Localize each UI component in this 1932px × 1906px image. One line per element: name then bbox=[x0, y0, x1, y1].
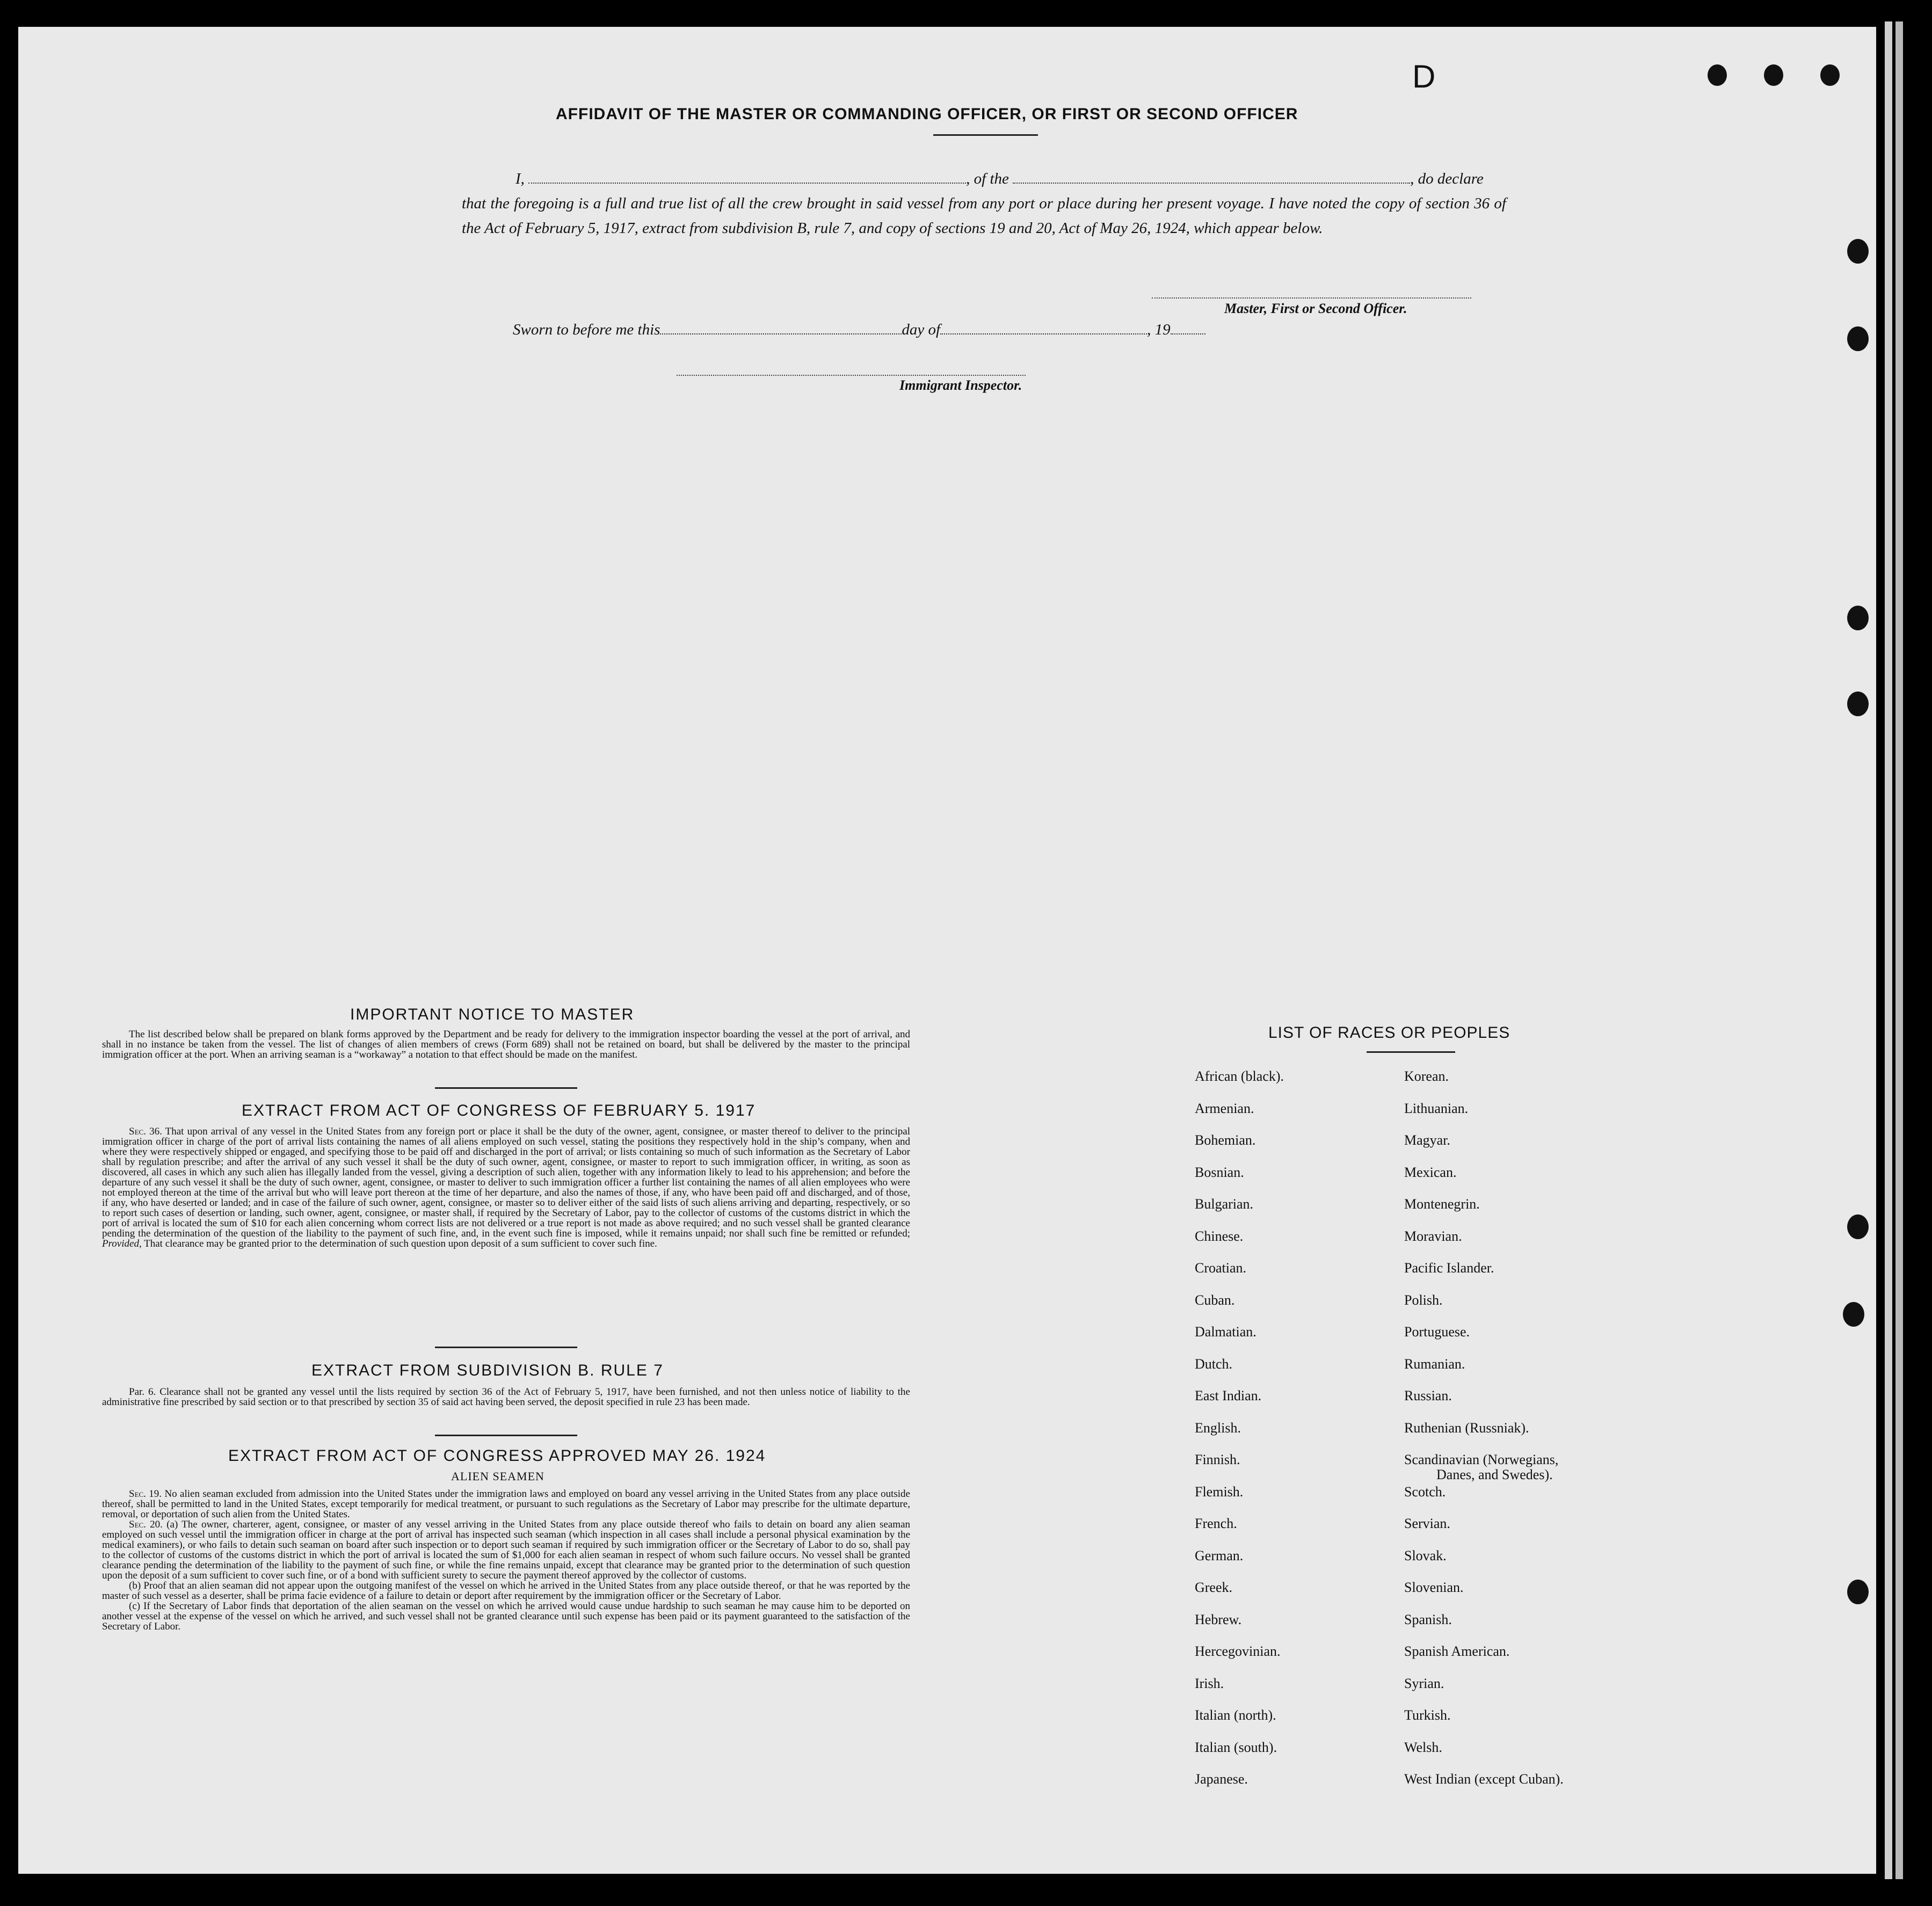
sworn-day-field[interactable] bbox=[660, 333, 902, 334]
race-item: Slovak. bbox=[1404, 1547, 1447, 1563]
race-item: Syrian. bbox=[1404, 1675, 1444, 1691]
race-item: Turkish. bbox=[1404, 1707, 1451, 1723]
race-item: Scotch. bbox=[1404, 1483, 1446, 1500]
race-item: Danes, and Swedes). bbox=[1436, 1467, 1553, 1482]
extract-1917-title: EXTRACT FROM ACT OF CONGRESS OF FEBRUARY 5. 1917 bbox=[242, 1102, 756, 1119]
section-36-label: Sec. 36. bbox=[129, 1126, 162, 1137]
race-item: African (black). bbox=[1195, 1068, 1284, 1084]
extract-1924-title: EXTRACT FROM ACT OF CONGRESS APPROVED MAY 26. 1924 bbox=[228, 1447, 766, 1465]
race-item: Korean. bbox=[1404, 1068, 1449, 1084]
race-item: Portuguese. bbox=[1404, 1324, 1470, 1340]
punch-hole-icon bbox=[1847, 239, 1869, 264]
race-item: Welsh. bbox=[1404, 1739, 1442, 1755]
race-item: Magyar. bbox=[1404, 1132, 1450, 1148]
do-declare-label: , do declare bbox=[1410, 170, 1484, 187]
notice-text: The list described below shall be prepared on blank forms approved by the Department and be ready for delivery to the immigration inspector boarding the vessel at the port of arrival, and shall in no instance be taken from the vessel. The list of changes of alien members of crews (Form 689) shall not be retained on board, but shall be delivered by the master to the principal immigration officer at the port. When an arriving seaman is a “workaway” a notation to that effect should be made on the manifest. bbox=[102, 1029, 910, 1060]
year-label: , 19 bbox=[1147, 321, 1171, 338]
race-item: Flemish. bbox=[1195, 1483, 1244, 1500]
race-item: Italian (north). bbox=[1195, 1707, 1276, 1723]
of-the-label: , of the bbox=[966, 170, 1009, 187]
notice-title: IMPORTANT NOTICE TO MASTER bbox=[350, 1006, 635, 1023]
race-item: Russian. bbox=[1404, 1388, 1452, 1403]
punch-hole-icon bbox=[1847, 1580, 1869, 1604]
race-item: Spanish American. bbox=[1404, 1643, 1510, 1659]
affidavit-title: AFFIDAVIT OF THE MASTER OR COMMANDING OFFICER, OR FIRST OR SECOND OFFICER bbox=[556, 105, 1298, 123]
section-36-text: That upon arrival of any vessel in the United States from any foreign port or place it shall be the duty of the owner, agent, consignee, or master thereof to deliver to the principal immigration officer in charge of the port of arrival lists containing the names of all aliens employed on such vessel, stating the positions they respectively hold in the ship’s company, when and where they were respectively shipped or engaged, and specifying those to be paid off and discharged in the port of arrival; or lists containing so much of such information as the Secretary of Labor shall by regulation prescribe; and after the arrival of any such vessel it shall be the duty of such owner, agent, consignee, or master to report to such immigration officer, in writing, as soon as discovered, all cases in which any such alien has illegally landed from the vessel, giving a description of such alien, together with any information likely to lead to his apprehension; and before the departure of any such vessel it shall be the duty of such owner, agent, consignee, or master to deliver to such immigration officer a further list containing the names of all alien employees who were not employed thereon at the time of the arrival but who will leave port thereon at the time of her departure, and also the names of those, if any, who have been paid off and discharged, and of those, if any, who have deserted or landed; and in case of the failure of such owner, agent, consignee, or master so to deliver either of the said lists of such aliens arriving and departing, respectively, or so to report such cases of desertion or landing, such owner, agent, consignee, or master shall, if required by the Secretary of Labor, pay to the collector of customs of the customs district in which the port of arrival is located the sum of $10 for each alien concerning whom correct lists are not delivered or a true report is not made as above required; and no such vessel shall be granted clearance pending the determination of the question of the liability to the payment of such fine, and, in the event such fine is imposed, while it remains unpaid; nor shall such fine be remitted or refunded; bbox=[102, 1126, 910, 1239]
punch-hole-icon bbox=[1847, 692, 1869, 716]
sworn-year-field[interactable] bbox=[1171, 333, 1205, 334]
race-item: Polish. bbox=[1404, 1292, 1443, 1308]
punch-hole-icon bbox=[1764, 64, 1783, 86]
inspector-signature-label: Immigrant Inspector. bbox=[899, 377, 1022, 393]
extract-1924-subtitle: ALIEN SEAMEN bbox=[451, 1469, 544, 1483]
sworn-label: Sworn to before me this bbox=[513, 321, 660, 338]
race-item: Armenian. bbox=[1195, 1100, 1254, 1116]
race-item: Ruthenian (Russniak). bbox=[1404, 1420, 1529, 1436]
vessel-field[interactable] bbox=[1013, 183, 1410, 184]
race-item: Servian. bbox=[1404, 1516, 1450, 1531]
officer-signature-line[interactable] bbox=[1152, 297, 1471, 299]
race-item: Cuban. bbox=[1195, 1292, 1235, 1308]
race-item: Dutch. bbox=[1195, 1356, 1233, 1372]
proviso-label: Provided, bbox=[102, 1238, 142, 1249]
race-item: Bulgarian. bbox=[1195, 1196, 1254, 1212]
race-item: Italian (south). bbox=[1195, 1739, 1277, 1755]
notice-body bbox=[102, 1029, 910, 1060]
extract-1924-body bbox=[102, 1489, 910, 1632]
page-edge bbox=[1895, 21, 1903, 1879]
race-item: Greek. bbox=[1195, 1580, 1233, 1595]
punch-hole-icon bbox=[1820, 64, 1840, 86]
extract-1917-body bbox=[102, 1126, 910, 1249]
punch-hole-icon bbox=[1708, 64, 1727, 86]
section-20a-text: (a) The owner, charterer, agent, consignee, or master of any vessel arriving in the United States from any place outside thereof who fails to detain on board any alien seaman employed on such vessel until the immigration officer in charge at the port of arrival has inspected such seaman (which inspection in all cases shall include a personal physical examination by the medical examiners), or who fails to detain such seaman on board after such inspection or to deport such seaman if required by such immigration officer or the Secretary of Labor to do so, shall pay to the collector of customs of the customs district in which the port of arrival is located the sum of $1,000 for each alien seaman in respect of whom such failure occurs. No vessel shall be granted clearance pending the determination of the liability to the payment of such fine, or while the fine remains unpaid, except that clearance may be granted prior to the determination of such question upon the deposit of a sum sufficient to cover such fine, or of a bond with sufficient surety to secure the payment thereof approved by the collector of customs. bbox=[102, 1519, 910, 1581]
punch-hole-icon bbox=[1847, 606, 1869, 630]
section-19-text: No alien seaman excluded from admission into the United States under the immigration laws and employed on board any vessel arriving in the United States from any place outside thereof, shall be permitted to land in the United States, except temporarily for medical treatment, or pursuant to such regulations as the Secretary of Labor may prescribe for the ultimate departure, removal, or deportation of such alien from the United States. bbox=[102, 1488, 910, 1520]
affidavit-i-label: I, bbox=[515, 170, 525, 187]
officer-signature-label: Master, First or Second Officer. bbox=[1224, 301, 1407, 316]
race-item: Bosnian. bbox=[1195, 1164, 1244, 1180]
race-item: Mexican. bbox=[1404, 1164, 1457, 1180]
race-item: West Indian (except Cuban). bbox=[1404, 1771, 1564, 1787]
section-20b-text: (b) Proof that an alien seaman did not appear upon the outgoing manifest of the vessel on which he arrived in the United States from any place outside thereof, or that he was reported by the master of such vessel as a deserter, shall be prima facie evidence of a failure to detain or deport after requirement by the immigration officer or the Secretary of Labor. bbox=[102, 1580, 910, 1602]
race-item: Dalmatian. bbox=[1195, 1324, 1256, 1340]
race-item: Moravian. bbox=[1404, 1228, 1462, 1244]
punch-hole-icon bbox=[1843, 1302, 1864, 1327]
section-20-label: Sec. 20. bbox=[129, 1519, 163, 1530]
divider bbox=[435, 1347, 577, 1348]
punch-hole-icon bbox=[1847, 1214, 1869, 1239]
name-field[interactable] bbox=[528, 183, 966, 184]
extract-rule7-title: EXTRACT FROM SUBDIVISION B. RULE 7 bbox=[311, 1362, 664, 1379]
extract-rule7-body bbox=[102, 1387, 910, 1407]
race-item: French. bbox=[1195, 1516, 1237, 1531]
race-item: Scandinavian (Norwegians, bbox=[1404, 1452, 1559, 1467]
sworn-month-field[interactable] bbox=[940, 333, 1147, 334]
divider bbox=[933, 134, 1038, 136]
race-item: Croatian. bbox=[1195, 1260, 1247, 1276]
race-item: Finnish. bbox=[1195, 1452, 1240, 1467]
section-19-label: Sec. 19. bbox=[129, 1488, 162, 1500]
page-edge bbox=[1885, 21, 1892, 1879]
race-item: Bohemian. bbox=[1195, 1132, 1256, 1148]
inspector-signature-line[interactable] bbox=[677, 375, 1026, 376]
divider bbox=[435, 1087, 577, 1089]
race-item: Rumanian. bbox=[1404, 1356, 1465, 1372]
affidavit-declaration: that the foregoing is a full and true list of all the crew brought in said vessel from any port or place during her present voyage. I have noted the copy of section 36 of the Act of February 5, 1917, extract from subdivision B, rule 7, and copy of sections 19 and 20, Act of May 26, 1924, which appear below. bbox=[462, 195, 1506, 237]
race-item: Lithuanian. bbox=[1404, 1100, 1469, 1116]
race-item: Chinese. bbox=[1195, 1228, 1244, 1244]
races-title: LIST OF RACES OR PEOPLES bbox=[1268, 1024, 1510, 1042]
punch-hole-icon bbox=[1847, 326, 1869, 351]
divider bbox=[435, 1435, 577, 1436]
race-item: Hercegovinian. bbox=[1195, 1643, 1281, 1659]
race-item: Japanese. bbox=[1195, 1771, 1248, 1787]
day-of-label: day of bbox=[902, 321, 941, 338]
race-item: English. bbox=[1195, 1420, 1241, 1436]
proviso-text: That clearance may be granted prior to the determination of such question upon deposit of a sum sufficient to cover such fine. bbox=[144, 1238, 657, 1249]
race-item: Irish. bbox=[1195, 1675, 1224, 1691]
rule7-text: Par. 6. Clearance shall not be granted any vessel until the lists required by section 36 of the Act of February 5, 1917, have been furnished, and not then unless notice of liability to the administrative fine prescribed by said section or to that prescribed by section 35 of said act having been served, the deposit specified in rule 23 has been made. bbox=[102, 1386, 910, 1408]
section-20c-text: (c) If the Secretary of Labor finds that deportation of the alien seaman on the vessel on which he arrived would cause undue hardship to such seaman he may cause him to be deported on another vessel at the expense of the vessel on which he arrived, and such vessel shall not be granted clearance until such expense has been paid or its payment guaranteed to the satisfaction of the Secretary of Labor. bbox=[102, 1601, 910, 1632]
race-item: Pacific Islander. bbox=[1404, 1260, 1494, 1276]
race-item: German. bbox=[1195, 1547, 1244, 1563]
sworn-statement bbox=[513, 321, 1205, 339]
divider bbox=[1367, 1051, 1455, 1053]
affidavit-statement bbox=[462, 166, 1506, 241]
race-item: Spanish. bbox=[1404, 1611, 1452, 1627]
race-item: East Indian. bbox=[1195, 1388, 1262, 1403]
race-item: Slovenian. bbox=[1404, 1580, 1464, 1595]
race-item: Hebrew. bbox=[1195, 1611, 1242, 1627]
corner-mark: D bbox=[1412, 59, 1436, 94]
race-item: Montenegrin. bbox=[1404, 1196, 1480, 1212]
